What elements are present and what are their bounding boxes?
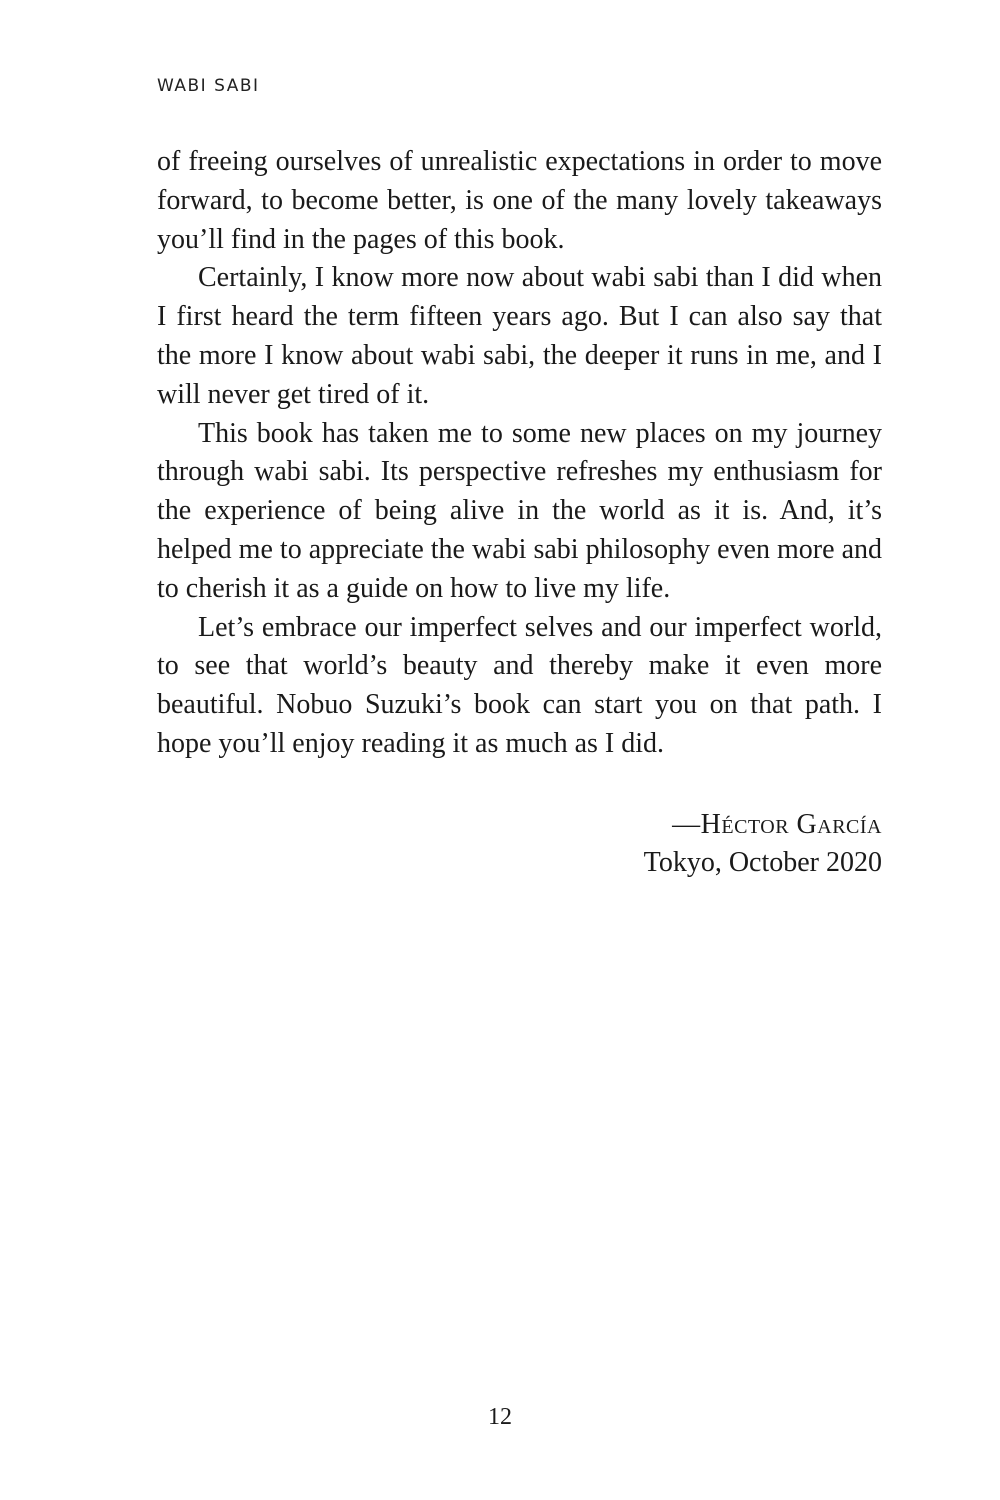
page-number: 12	[488, 1404, 512, 1430]
paragraph: This book has taken me to some new places on my journey through wabi sabi. Its perspective refreshes my enthusiasm for the experience of being alive in the world as it is. And, it’s helped me to appreciate the wabi sabi philosophy even more and to cherish it as a guide on how to live my life.	[157, 417, 882, 604]
author-name: —Héctor García	[672, 809, 882, 840]
paragraph: of freeing ourselves of unrealistic expectations in order to move forward, to become better, is one of the many lovely takeaways you’ll find in the pages of this book.	[157, 146, 882, 255]
running-head: WABI SABI	[157, 76, 260, 96]
signature-block	[644, 806, 882, 882]
body-text	[157, 143, 882, 764]
place-date: Tokyo, October 2020	[643, 847, 882, 878]
paragraph: Let’s embrace our imperfect selves and our imperfect world, to see that world’s beauty and thereby make it even more beautiful. Nobuo Suzuki’s book can start you on that path. I hope you’ll enjoy reading it as much as I did.	[157, 611, 882, 759]
paragraph: Certainly, I know more now about wabi sabi than I did when I first heard the term fifteen years ago. But I can also say that the more I know about wabi sabi, the deeper it runs in me, and I will never get tired of it.	[157, 262, 882, 410]
